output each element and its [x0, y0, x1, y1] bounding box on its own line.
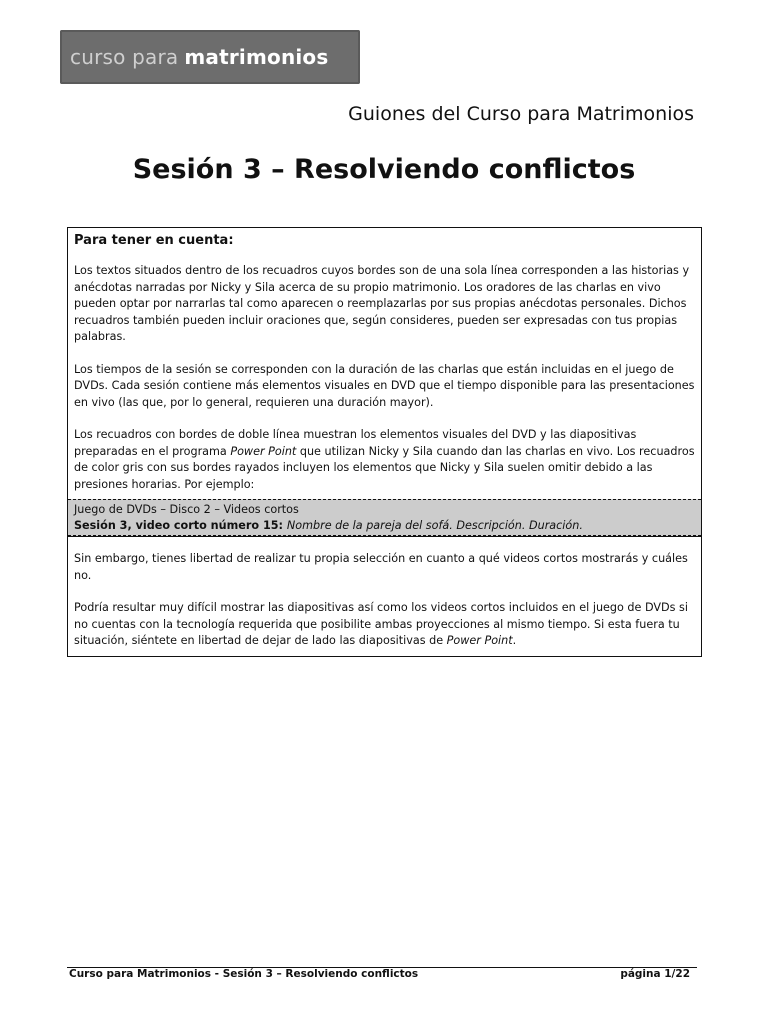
example-line-2-bold: Sesión 3, video corto número 15:	[74, 519, 287, 532]
example-box	[68, 499, 701, 536]
notes-heading: Para tener en cuenta:	[74, 233, 234, 248]
notes-paragraph-5-text-b: .	[512, 634, 517, 647]
notes-paragraph-5-text-a: Podría resultar muy difícil mostrar las diapositivas así como los videos cortos incluidos en el juego de DVDs si no cuentas con la tecnología requerida que posibilite ambas proyecciones al mismo tiempo. Si esta fuera tu situación, siéntete en libertad de dejar de lado las diapositivas de	[74, 601, 688, 647]
notes-paragraph-3-text-b: que utilizan Nicky y Sila cuando dan las charlas en vivo. Los recuadros de color gris con sus bordes rayados incluyen los elementos que Nicky y Sila suelen omitir debido a las presiones horarias. Por ejemplo:	[74, 444, 695, 491]
series-title: Guiones del Curso para Matrimonios	[348, 103, 694, 125]
notes-paragraph-3-text-a: Los recuadros con bordes de doble línea muestran los elementos visuales del DVD y las diapositivas preparadas en el programa	[74, 428, 637, 458]
notes-paragraph-3-italic: Power Point	[230, 444, 297, 458]
notes-paragraph-5-italic: Power Point	[446, 634, 513, 647]
session-title: Sesión 3 – Resolviendo conflictos	[132, 154, 636, 185]
notes-paragraph-5	[74, 600, 695, 650]
notes-box	[67, 227, 702, 657]
notes-paragraph-4: Sin embargo, tienes libertad de realizar tu propia selección en cuanto a qué videos cortos mostrarás y cuáles no.	[74, 552, 688, 582]
notes-paragraph-2: Los tiempos de la sesión se corresponden con la duración de las charlas que están incluidas en el juego de DVDs. Cada sesión contiene más elementos visuales en DVD que el tiempo disponible para las presentaciones en vivo (las que, por lo general, requieren una duración mayor).	[74, 362, 695, 409]
footer-document-title: Curso para Matrimonios - Sesión 3 – Resolviendo conflictos	[69, 968, 419, 980]
example-line-2	[74, 518, 695, 534]
notes-paragraph-1: Los textos situados dentro de los recuadros cuyos bordes son de una sola línea corresponden a las historias y anécdotas narradas por Nicky y Sila acerca de su propio matrimonio. Los oradores de las charlas en vivo pueden optar por narrarlas tal como aparecen o reemplazarlas por sus propias anécdotas personales. Dichos recuadros también pueden incluir oraciones que, según consideres, pueden ser expresadas con tus propias palabras.	[74, 264, 690, 343]
footer-page-number: página 1/22	[620, 968, 690, 980]
notes-box-bottom	[68, 536, 701, 656]
example-line-1: Juego de DVDs – Disco 2 – Videos cortos	[74, 503, 299, 516]
brand-logo	[60, 30, 360, 84]
logo-text-bold: matrimonios	[184, 45, 329, 69]
logo-text-light: curso para	[70, 45, 179, 69]
example-line-2-italic: Nombre de la pareja del sofá. Descripción. Duración.	[286, 519, 583, 532]
notes-paragraph-3	[74, 427, 695, 493]
notes-box-top	[68, 228, 701, 499]
